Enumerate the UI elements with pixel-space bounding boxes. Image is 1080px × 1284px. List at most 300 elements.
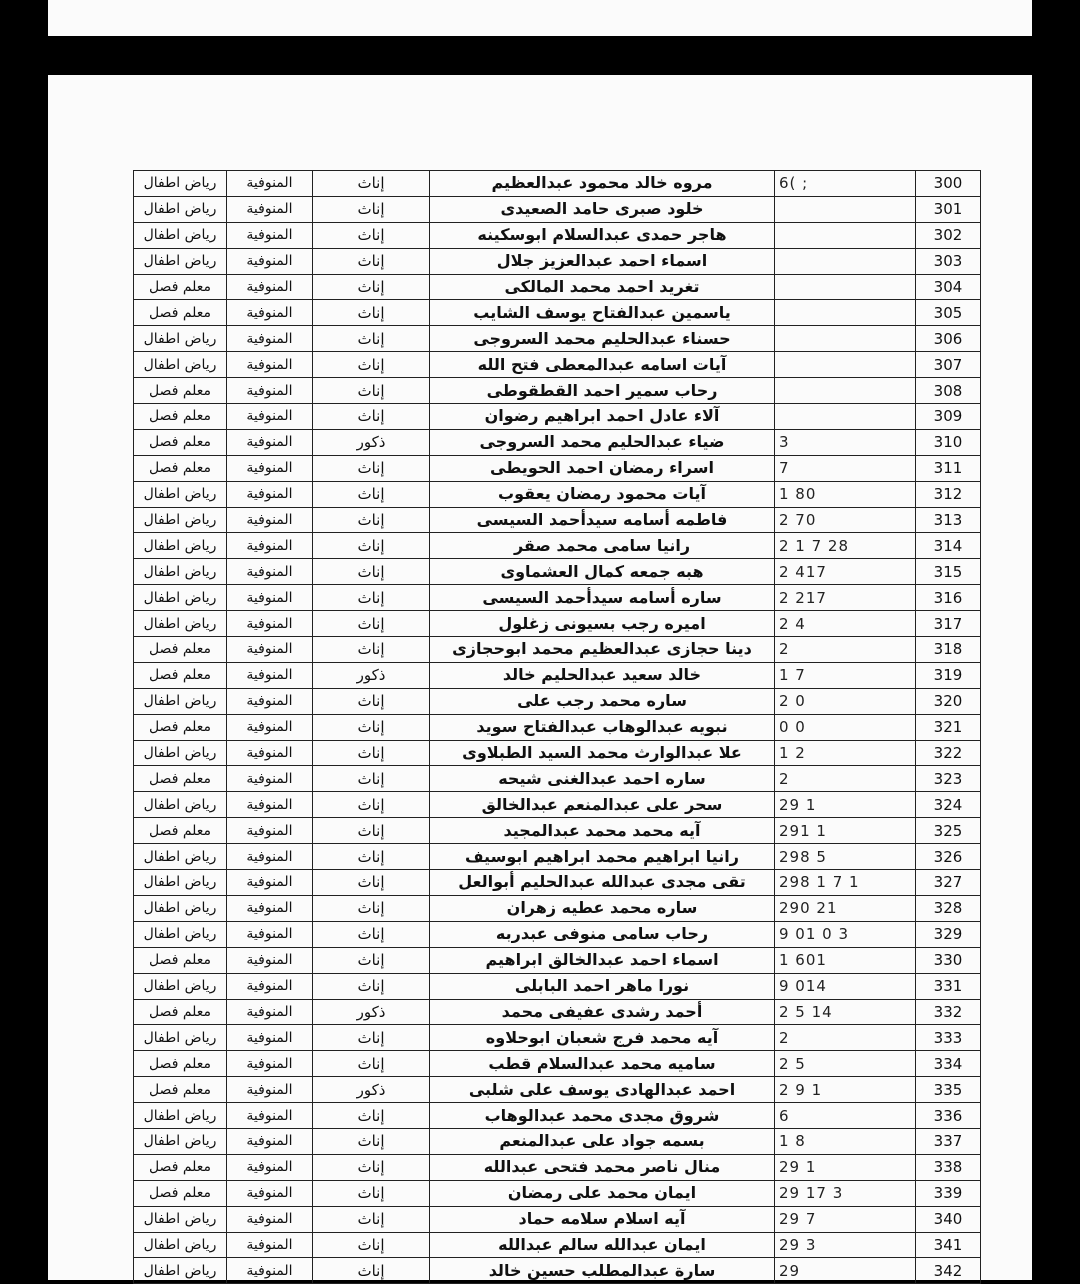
national-id-cell: 6 [775,1103,916,1129]
table-row [134,766,981,792]
row-number-cell: 342 [916,1258,981,1284]
national-id-cell: 6( ; [775,171,916,197]
table-row [134,688,981,714]
national-id-cell: 1 601 [775,947,916,973]
specialization-cell: معلم فصل [134,1051,227,1077]
gender-cell: إناث [313,404,430,430]
full-name-cell: نبويه عبدالوهاب عبدالفتاح سويد [430,714,775,740]
specialization-cell: معلم فصل [134,1154,227,1180]
table-row [134,404,981,430]
gender-cell: إناث [313,973,430,999]
full-name-cell: اسماء احمد عبدالعزيز جلال [430,248,775,274]
governorate-cell: المنوفية [227,585,313,611]
row-number-cell: 337 [916,1128,981,1154]
governorate-cell: المنوفية [227,688,313,714]
national-id-cell: 29 3 [775,1232,916,1258]
specialization-cell: رياض اطفال [134,196,227,222]
national-id-cell [775,326,916,352]
row-number-cell: 334 [916,1051,981,1077]
specialization-cell: معلم فصل [134,300,227,326]
gender-cell: إناث [313,844,430,870]
row-number-cell: 331 [916,973,981,999]
governorate-cell: المنوفية [227,662,313,688]
table-row [134,507,981,533]
governorate-cell: المنوفية [227,973,313,999]
specialization-cell: معلم فصل [134,404,227,430]
governorate-cell: المنوفية [227,559,313,585]
row-number-cell: 316 [916,585,981,611]
row-number-cell: 335 [916,1077,981,1103]
row-number-cell: 313 [916,507,981,533]
table-row [134,714,981,740]
governorate-cell: المنوفية [227,895,313,921]
full-name-cell: اسماء احمد عبدالخالق ابراهيم [430,947,775,973]
row-number-cell: 306 [916,326,981,352]
table-row [134,1180,981,1206]
governorate-cell: المنوفية [227,1180,313,1206]
gender-cell: إناث [313,870,430,896]
full-name-cell: آيات محمود رمضان يعقوب [430,481,775,507]
gender-cell: إناث [313,326,430,352]
governorate-cell: المنوفية [227,507,313,533]
table-row [134,585,981,611]
governorate-cell: المنوفية [227,171,313,197]
table-row [134,870,981,896]
gender-cell: إناث [313,1180,430,1206]
row-number-cell: 304 [916,274,981,300]
table-row [134,378,981,404]
table-row [134,895,981,921]
national-id-cell: 2 5 [775,1051,916,1077]
gender-cell: إناث [313,300,430,326]
table-row [134,611,981,637]
row-number-cell: 303 [916,248,981,274]
table-row [134,921,981,947]
full-name-cell: مروه خالد محمود عبدالعظيم [430,171,775,197]
row-number-cell: 300 [916,171,981,197]
table-row [134,1025,981,1051]
full-name-cell: رحاب سامى منوفى عبدربه [430,921,775,947]
full-name-cell: حسناء عبدالحليم محمد السروجى [430,326,775,352]
gender-cell: إناث [313,378,430,404]
national-id-cell: 1 7 [775,662,916,688]
governorate-cell: المنوفية [227,1051,313,1077]
national-id-cell: 291 1 [775,818,916,844]
gender-cell: إناث [313,1128,430,1154]
national-id-cell: 29 1 [775,792,916,818]
specialization-cell: رياض اطفال [134,1258,227,1284]
full-name-cell: رانيا سامى محمد صقر [430,533,775,559]
governorate-cell: المنوفية [227,1077,313,1103]
full-name-cell: خلود صبرى حامد الصعيدى [430,196,775,222]
specialization-cell: معلم فصل [134,1180,227,1206]
full-name-cell: هبه جمعه كمال العشماوى [430,559,775,585]
specialization-cell: رياض اطفال [134,611,227,637]
full-name-cell: منال ناصر محمد فتحى عبدالله [430,1154,775,1180]
row-number-cell: 341 [916,1232,981,1258]
governorate-cell: المنوفية [227,404,313,430]
gender-cell: إناث [313,766,430,792]
governorate-cell: المنوفية [227,818,313,844]
specialization-cell: رياض اطفال [134,326,227,352]
full-name-cell: ايمان محمد على رمضان [430,1180,775,1206]
full-name-cell: شروق مجدى محمد عبدالوهاب [430,1103,775,1129]
national-id-cell [775,404,916,430]
specialization-cell: رياض اطفال [134,844,227,870]
gender-cell: إناث [313,637,430,663]
full-name-cell: سارة عبدالمطلب حسين خالد [430,1258,775,1284]
gender-cell: إناث [313,1232,430,1258]
table-row [134,973,981,999]
specialization-cell: معلم فصل [134,818,227,844]
gender-cell: ذكور [313,429,430,455]
specialization-cell: معلم فصل [134,1077,227,1103]
governorate-cell: المنوفية [227,714,313,740]
gender-cell: إناث [313,248,430,274]
top-paper-strip [48,0,1032,36]
gender-cell: إناث [313,171,430,197]
row-number-cell: 301 [916,196,981,222]
row-number-cell: 312 [916,481,981,507]
table-row [134,1051,981,1077]
national-id-cell: 29 [775,1258,916,1284]
national-id-cell: 2 217 [775,585,916,611]
candidates-table [133,170,981,1284]
full-name-cell: تغريد احمد محمد المالكى [430,274,775,300]
national-id-cell: 29 17 3 [775,1180,916,1206]
row-number-cell: 325 [916,818,981,844]
governorate-cell: المنوفية [227,870,313,896]
full-name-cell: احمد عبدالهادى يوسف على شلبى [430,1077,775,1103]
specialization-cell: معلم فصل [134,429,227,455]
governorate-cell: المنوفية [227,637,313,663]
governorate-cell: المنوفية [227,429,313,455]
specialization-cell: رياض اطفال [134,507,227,533]
gender-cell: إناث [313,611,430,637]
full-name-cell: ساره محمد عطيه زهران [430,895,775,921]
row-number-cell: 322 [916,740,981,766]
governorate-cell: المنوفية [227,611,313,637]
national-id-cell: 1 2 [775,740,916,766]
specialization-cell: رياض اطفال [134,740,227,766]
row-number-cell: 310 [916,429,981,455]
row-number-cell: 340 [916,1206,981,1232]
gender-cell: إناث [313,559,430,585]
national-id-cell: 1 80 [775,481,916,507]
row-number-cell: 302 [916,222,981,248]
national-id-cell: 2 5 14 [775,999,916,1025]
governorate-cell: المنوفية [227,326,313,352]
national-id-cell: 0 0 [775,714,916,740]
full-name-cell: ايمان عبدالله سالم عبدالله [430,1232,775,1258]
specialization-cell: معلم فصل [134,947,227,973]
specialization-cell: معلم فصل [134,378,227,404]
table-row [134,1154,981,1180]
national-id-cell: 2 417 [775,559,916,585]
row-number-cell: 309 [916,404,981,430]
row-number-cell: 315 [916,559,981,585]
specialization-cell: رياض اطفال [134,688,227,714]
gender-cell: إناث [313,1206,430,1232]
governorate-cell: المنوفية [227,921,313,947]
specialization-cell: معلم فصل [134,714,227,740]
full-name-cell: دينا حجازى عبدالعظيم محمد ابوحجازى [430,637,775,663]
specialization-cell: رياض اطفال [134,1232,227,1258]
row-number-cell: 324 [916,792,981,818]
row-number-cell: 336 [916,1103,981,1129]
national-id-cell: 290 21 [775,895,916,921]
specialization-cell: رياض اطفال [134,248,227,274]
specialization-cell: رياض اطفال [134,559,227,585]
governorate-cell: المنوفية [227,1206,313,1232]
governorate-cell: المنوفية [227,455,313,481]
governorate-cell: المنوفية [227,196,313,222]
table-body [134,171,981,1284]
national-id-cell: 9 01 0 3 [775,921,916,947]
governorate-cell: المنوفية [227,999,313,1025]
table-row [134,792,981,818]
specialization-cell: رياض اطفال [134,973,227,999]
national-id-cell [775,352,916,378]
table-row [134,1103,981,1129]
table-row [134,740,981,766]
full-name-cell: تقى مجدى عبدالله عبدالحليم أبوالعل [430,870,775,896]
governorate-cell: المنوفية [227,274,313,300]
table-row [134,947,981,973]
governorate-cell: المنوفية [227,352,313,378]
national-id-cell: 298 5 [775,844,916,870]
governorate-cell: المنوفية [227,248,313,274]
full-name-cell: آيات اسامه عبدالمعطى فتح الله [430,352,775,378]
full-name-cell: نورا ماهر احمد البابلى [430,973,775,999]
governorate-cell: المنوفية [227,481,313,507]
specialization-cell: رياض اطفال [134,585,227,611]
table-row [134,1206,981,1232]
specialization-cell: معلم فصل [134,455,227,481]
full-name-cell: اسراء رمضان احمد الحويطى [430,455,775,481]
governorate-cell: المنوفية [227,1025,313,1051]
row-number-cell: 330 [916,947,981,973]
table-row [134,274,981,300]
governorate-cell: المنوفية [227,1154,313,1180]
specialization-cell: رياض اطفال [134,533,227,559]
gender-cell: ذكور [313,662,430,688]
table-row [134,1077,981,1103]
national-id-cell: 2 0 [775,688,916,714]
table-row [134,171,981,197]
table-row [134,300,981,326]
row-number-cell: 305 [916,300,981,326]
full-name-cell: رحاب سمير احمد القطقوطى [430,378,775,404]
specialization-cell: معلم فصل [134,662,227,688]
row-number-cell: 323 [916,766,981,792]
gender-cell: إناث [313,818,430,844]
table-row [134,429,981,455]
specialization-cell: رياض اطفال [134,870,227,896]
table-row [134,533,981,559]
national-id-cell: 2 9 1 [775,1077,916,1103]
national-id-cell: 298 1 7 1 [775,870,916,896]
gender-cell: إناث [313,947,430,973]
specialization-cell: رياض اطفال [134,171,227,197]
national-id-cell: 9 014 [775,973,916,999]
table-row [134,662,981,688]
gender-cell: إناث [313,921,430,947]
full-name-cell: خالد سعيد عبدالحليم خالد [430,662,775,688]
national-id-cell: 29 7 [775,1206,916,1232]
table-row [134,1232,981,1258]
gender-cell: إناث [313,196,430,222]
full-name-cell: علا عبدالوارث محمد السيد الطبلاوى [430,740,775,766]
row-number-cell: 319 [916,662,981,688]
governorate-cell: المنوفية [227,300,313,326]
row-number-cell: 311 [916,455,981,481]
row-number-cell: 327 [916,870,981,896]
full-name-cell: ساره احمد عبدالغنى شيحه [430,766,775,792]
gender-cell: إناث [313,1258,430,1284]
full-name-cell: آيه اسلام سلامه حماد [430,1206,775,1232]
specialization-cell: رياض اطفال [134,352,227,378]
governorate-cell: المنوفية [227,533,313,559]
gender-cell: إناث [313,481,430,507]
national-id-cell: 2 [775,766,916,792]
full-name-cell: ساره أسامه سيدأحمد السيسى [430,585,775,611]
national-id-cell [775,274,916,300]
row-number-cell: 338 [916,1154,981,1180]
gender-cell: إناث [313,895,430,921]
table-row [134,222,981,248]
gender-cell: إناث [313,714,430,740]
national-id-cell: 1 8 [775,1128,916,1154]
governorate-cell: المنوفية [227,1232,313,1258]
table-row [134,455,981,481]
gender-cell: إناث [313,533,430,559]
specialization-cell: معلم فصل [134,766,227,792]
table-row [134,999,981,1025]
specialization-cell: رياض اطفال [134,1128,227,1154]
national-id-cell [775,222,916,248]
national-id-cell: 29 1 [775,1154,916,1180]
full-name-cell: ساره محمد رجب على [430,688,775,714]
full-name-cell: ضياء عبدالحليم محمد السروجى [430,429,775,455]
full-name-cell: أحمد رشدى عفيفى محمد [430,999,775,1025]
gender-cell: إناث [313,792,430,818]
governorate-cell: المنوفية [227,740,313,766]
table-row [134,844,981,870]
national-id-cell [775,196,916,222]
specialization-cell: رياض اطفال [134,1103,227,1129]
table-row [134,559,981,585]
row-number-cell: 318 [916,637,981,663]
national-id-cell [775,378,916,404]
table-row [134,352,981,378]
gender-cell: ذكور [313,1077,430,1103]
national-id-cell: 3 [775,429,916,455]
specialization-cell: معلم فصل [134,637,227,663]
gender-cell: إناث [313,352,430,378]
table-row [134,818,981,844]
specialization-cell: رياض اطفال [134,1206,227,1232]
national-id-cell: 7 [775,455,916,481]
gender-cell: إناث [313,688,430,714]
row-number-cell: 321 [916,714,981,740]
table-row [134,326,981,352]
full-name-cell: فاطمه أسامه سيدأحمد السيسى [430,507,775,533]
gender-cell: إناث [313,1025,430,1051]
specialization-cell: رياض اطفال [134,792,227,818]
governorate-cell: المنوفية [227,1128,313,1154]
full-name-cell: هاجر حمدى عبدالسلام ابوسكينه [430,222,775,248]
specialization-cell: رياض اطفال [134,921,227,947]
full-name-cell: بسمه جواد على عبدالمنعم [430,1128,775,1154]
full-name-cell: آيه محمد محمد عبدالمجيد [430,818,775,844]
governorate-cell: المنوفية [227,1103,313,1129]
gender-cell: ذكور [313,999,430,1025]
specialization-cell: رياض اطفال [134,1025,227,1051]
national-id-cell: 2 [775,1025,916,1051]
governorate-cell: المنوفية [227,1258,313,1284]
row-number-cell: 320 [916,688,981,714]
full-name-cell: آيه محمد فرج شعبان ابوحلاوه [430,1025,775,1051]
national-id-cell: 2 70 [775,507,916,533]
gender-cell: إناث [313,455,430,481]
row-number-cell: 307 [916,352,981,378]
specialization-cell: رياض اطفال [134,895,227,921]
row-number-cell: 317 [916,611,981,637]
table-row [134,637,981,663]
full-name-cell: ساميه محمد عبدالسلام قطب [430,1051,775,1077]
row-number-cell: 339 [916,1180,981,1206]
governorate-cell: المنوفية [227,792,313,818]
gender-cell: إناث [313,274,430,300]
row-number-cell: 326 [916,844,981,870]
table-row [134,481,981,507]
row-number-cell: 333 [916,1025,981,1051]
row-number-cell: 332 [916,999,981,1025]
full-name-cell: ياسمين عبدالفتاح يوسف الشايب [430,300,775,326]
gender-cell: إناث [313,585,430,611]
full-name-cell: آلاء عادل احمد ابراهيم رضوان [430,404,775,430]
governorate-cell: المنوفية [227,766,313,792]
full-name-cell: اميره رجب بسيونى زغلول [430,611,775,637]
row-number-cell: 308 [916,378,981,404]
governorate-cell: المنوفية [227,844,313,870]
gender-cell: إناث [313,1103,430,1129]
row-number-cell: 328 [916,895,981,921]
gender-cell: إناث [313,740,430,766]
table-row [134,1128,981,1154]
national-id-cell [775,300,916,326]
specialization-cell: معلم فصل [134,999,227,1025]
specialization-cell: رياض اطفال [134,481,227,507]
gender-cell: إناث [313,222,430,248]
table-row [134,196,981,222]
gender-cell: إناث [313,1154,430,1180]
national-id-cell: 2 1 7 28 [775,533,916,559]
row-number-cell: 329 [916,921,981,947]
governorate-cell: المنوفية [227,222,313,248]
governorate-cell: المنوفية [227,378,313,404]
governorate-cell: المنوفية [227,947,313,973]
national-id-cell: 2 4 [775,611,916,637]
national-id-cell [775,248,916,274]
gender-cell: إناث [313,1051,430,1077]
specialization-cell: معلم فصل [134,274,227,300]
full-name-cell: سحر على عبدالمنعم عبدالخالق [430,792,775,818]
national-id-cell: 2 [775,637,916,663]
specialization-cell: رياض اطفال [134,222,227,248]
gender-cell: إناث [313,507,430,533]
